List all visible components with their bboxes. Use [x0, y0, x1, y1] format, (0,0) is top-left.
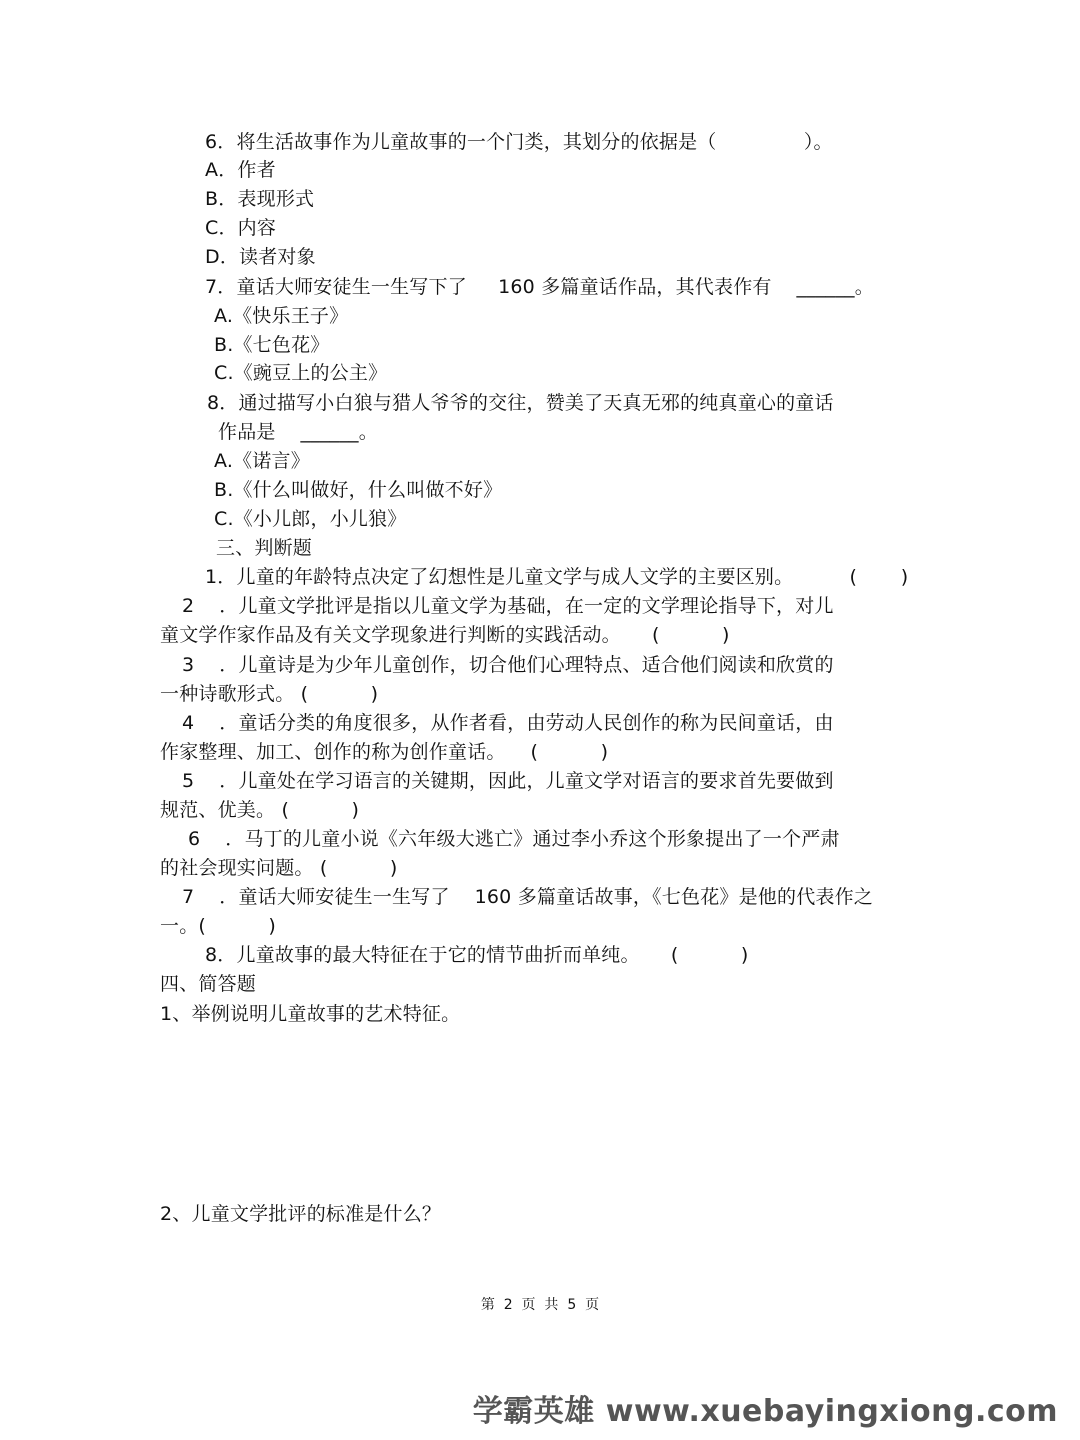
- tf-item-7-line2: 一。( ): [160, 915, 277, 937]
- short-answer-q2: 2、儿童文学批评的标准是什么？: [160, 1203, 442, 1225]
- q7-option-b: B.《七色花》: [214, 334, 330, 356]
- q7-option-c: C.《豌豆上的公主》: [214, 362, 388, 384]
- short-answer-q1: 1、举例说明儿童故事的艺术特征。: [160, 1003, 461, 1025]
- tf-item-8: 8．儿童故事的最大特征在于它的情节曲折而单纯。 ( ): [205, 944, 749, 966]
- q8-stem-line2: 作品是 ______。: [218, 421, 378, 443]
- page-indicator: 第 2 页 共 5 页: [480, 1297, 600, 1313]
- q8-option-b: B.《什么叫做好，什么叫做不好》: [214, 479, 503, 501]
- q8-option-a: A.《诺言》: [214, 450, 310, 472]
- tf-item-6-line1: 6 ．马丁的儿童小说《六年级大逃亡》通过李小乔这个形象提出了一个严肃: [188, 828, 840, 850]
- q8-stem-line1: 8．通过描写小白狼与猎人爷爷的交往，赞美了天真无邪的纯真童心的童话: [207, 392, 834, 414]
- q8-option-c: C.《小儿郎，小儿狼》: [214, 508, 407, 530]
- q6-stem: 6．将生活故事作为儿童故事的一个门类，其划分的依据是（ ）。: [205, 131, 833, 153]
- tf-item-4-line1: 4 ．童话分类的角度很多，从作者看，由劳动人民创作的称为民间童话，由: [182, 712, 834, 734]
- tf-item-5-line1: 5 ．儿童处在学习语言的关键期，因此，儿童文学对语言的要求首先要做到: [182, 770, 834, 792]
- tf-item-3-line1: 3 ．儿童诗是为少年儿童创作，切合他们心理特点、适合他们阅读和欣赏的: [182, 654, 834, 676]
- q6-option-a: A．作者: [205, 159, 276, 181]
- tf-item-2-line1: 2 ．儿童文学批评是指以儿童文学为基础，在一定的文学理论指导下，对儿: [182, 595, 834, 617]
- section3-heading: 三、判断题: [216, 537, 313, 559]
- site-watermark: 学霸英雄 www.xuebayingxiong.com: [472, 1394, 1058, 1429]
- q6-option-b: B．表现形式: [205, 188, 315, 210]
- tf-item-3-line2: 一种诗歌形式。 ( ): [160, 683, 379, 705]
- q6-option-c: C．内容: [205, 217, 277, 239]
- tf-item-5-line2: 规范、优美。 ( ): [160, 799, 360, 821]
- section4-heading: 四、简答题: [160, 973, 257, 995]
- q7-option-a: A.《快乐王子》: [214, 305, 349, 327]
- q7-stem: 7．童话大师安徒生一生写下了 160 多篇童话作品，其代表作有 ______。: [205, 276, 874, 298]
- tf-item-7-line1: 7 ．童话大师安徒生一生写了 160 多篇童话故事，《七色花》是他的代表作之: [182, 886, 874, 908]
- tf-item-1: 1．儿童的年龄特点决定了幻想性是儿童文学与成人文学的主要区别。 ( ): [205, 566, 909, 588]
- tf-item-4-line2: 作家整理、加工、创作的称为创作童话。 ( ): [160, 741, 609, 763]
- q6-option-d: D．读者对象: [205, 246, 316, 268]
- tf-item-2-line2: 童文学作家作品及有关文学现象进行判断的实践活动。 ( ): [160, 624, 730, 646]
- tf-item-6-line2: 的社会现实问题。 ( ): [160, 857, 398, 879]
